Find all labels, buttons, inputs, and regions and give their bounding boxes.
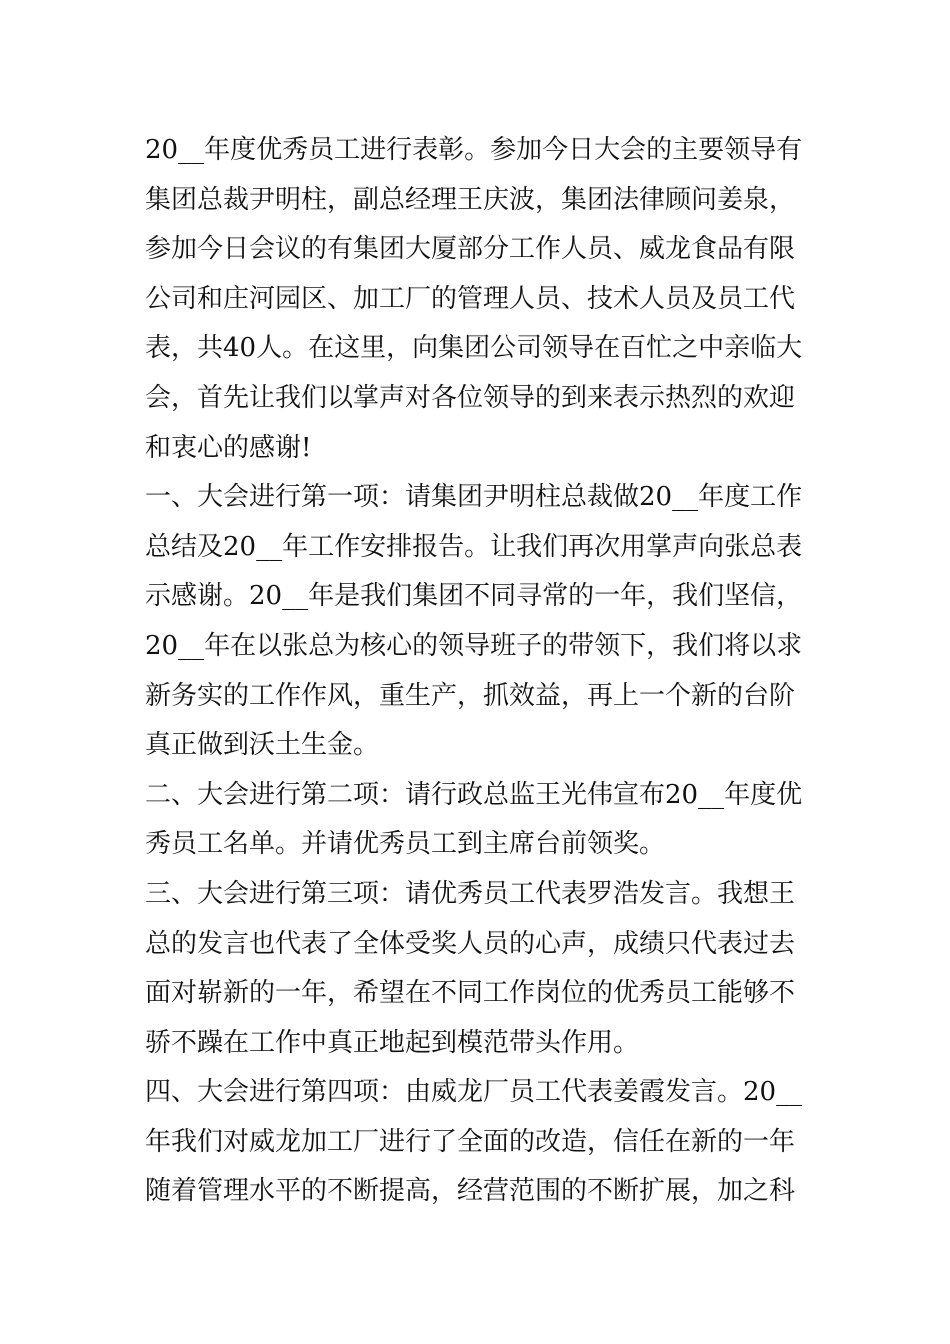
- text-line: 年我们对威龙加工厂进行了全面的改造，信任在新的一年: [145, 1126, 796, 1157]
- text-line: 会，首先让我们以掌声对各位领导的到来表示热烈的欢迎: [145, 382, 796, 413]
- text-line: 总结及20__年工作安排报告。让我们再次用掌声向张总表: [145, 531, 803, 562]
- text-line: 秀员工名单。并请优秀员工到主席台前领奖。: [145, 829, 666, 860]
- text-line: 20__年度优秀员工进行表彰。参加今日大会的主要领导有: [145, 135, 803, 165]
- text-line: 总的发言也代表了全体受奖人员的心声，成绩只代表过去: [145, 928, 796, 959]
- text-line: 集团总裁尹明柱，副总经理王庆波，集团法律顾问姜泉，: [145, 184, 796, 215]
- text-line: 20__年在以张总为核心的领导班子的带领下，我们将以求: [145, 630, 803, 661]
- text-line: 表，共40人。在这里，向集团公司领导在百忙之中亲临大: [145, 333, 803, 364]
- text-line: 示感谢。20__年是我们集团不同寻常的一年，我们坚信，: [145, 581, 803, 612]
- text-line: 二、大会进行第二项：请行政总监王光伟宣布20__年度优: [145, 779, 803, 810]
- text-line: 新务实的工作作风，重生产，抓效益，再上一个新的台阶: [145, 680, 796, 711]
- text-line: 四、大会进行第四项：由威龙厂员工代表姜霞发言。20__: [145, 1077, 803, 1108]
- text-line: 公司和庄河园区、加工厂的管理人员、技术人员及员工代: [145, 283, 796, 314]
- text-line: 骄不躁在工作中真正地起到模范带头作用。: [145, 1027, 640, 1058]
- text-line: 随着管理水平的不断提高，经营范围的不断扩展，加之科: [145, 1176, 796, 1207]
- text-line: 真正做到沃土生金。: [145, 730, 380, 761]
- text-line: 参加今日会议的有集团大厦部分工作人员、威龙食品有限: [145, 234, 796, 265]
- text-line: 一、大会进行第一项：请集团尹明柱总裁做20__年度工作: [145, 482, 803, 513]
- body-text: [145, 126, 815, 1217]
- text-line: 三、大会进行第三项：请优秀员工代表罗浩发言。我想王: [145, 878, 796, 909]
- text-line: 和衷心的感谢!: [145, 432, 312, 463]
- text-line: 面对崭新的一年，希望在不同工作岗位的优秀员工能够不: [145, 978, 796, 1009]
